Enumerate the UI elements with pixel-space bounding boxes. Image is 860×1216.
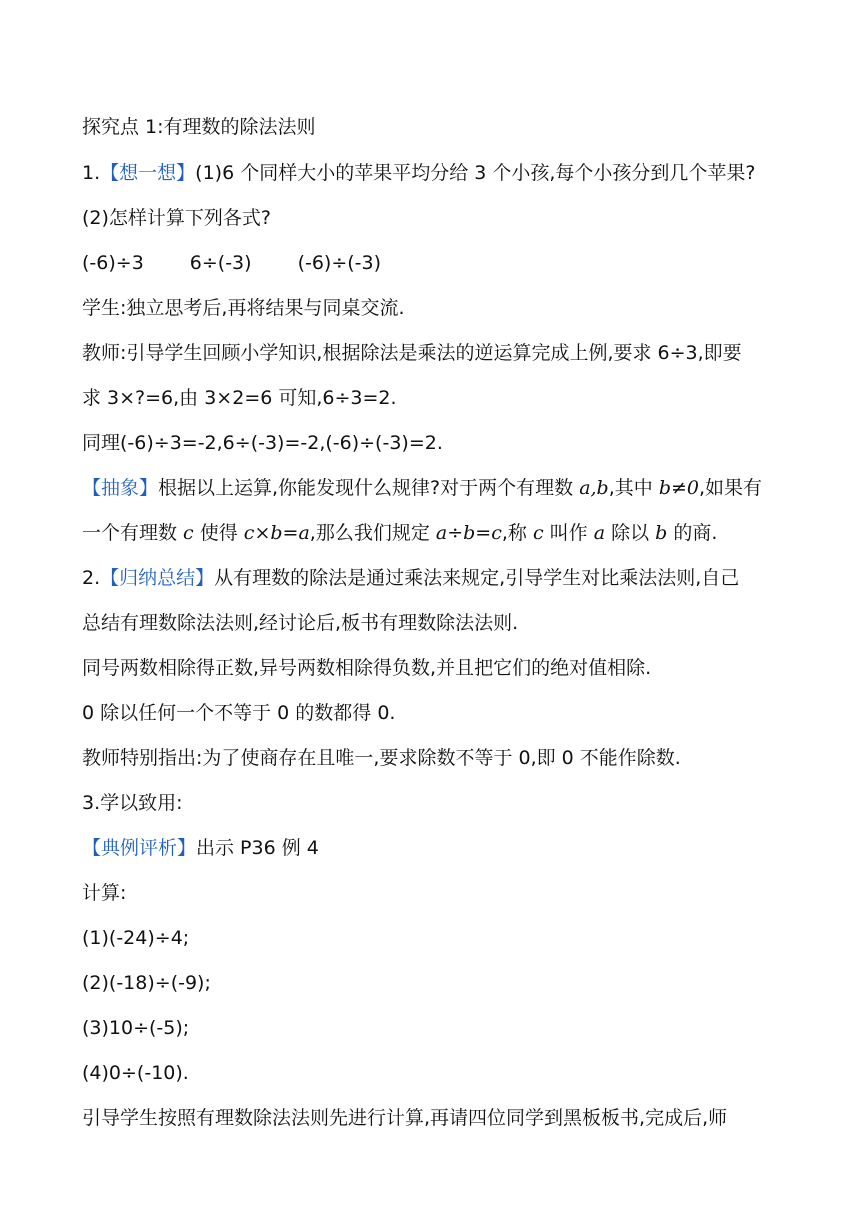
paragraph-think [82, 160, 756, 186]
summary-text: 从有理数的除法是通过乘法来规定,引导学生对比乘法法则,自己 [214, 567, 740, 589]
tag-example: 【典例评析】 [82, 837, 197, 859]
student-text: 学生:独立思考后,再将结果与同桌交流. [82, 297, 405, 319]
abstract-text: ,称 [501, 522, 533, 544]
abstract-text: 使得 [193, 522, 244, 544]
math-variable: a÷b=c [435, 522, 502, 544]
question-1: (1)6 个同样大小的苹果平均分给 3 个小孩,每个小孩分到几个苹果? [195, 162, 756, 184]
section-title: 探究点 1:有理数的除法法则 [82, 116, 316, 138]
abstract-line-1 [82, 475, 762, 501]
question-2: (2)怎样计算下列各式? [82, 207, 271, 229]
math-variable: a [593, 522, 606, 544]
tag-summary: 【归纳总结】 [100, 567, 215, 589]
guide-text: 引导学生按照有理数除法法则先进行计算,再请四位同学到黑板板书,完成后,师 [82, 1107, 728, 1129]
expression: (-6)÷(-3) [297, 252, 382, 274]
math-variable: c×b=a [243, 522, 310, 544]
teacher-text-line-2: 求 3×?=6,由 3×2=6 可知,6÷3=2. [82, 387, 397, 409]
paragraph-number: 2. [82, 567, 101, 589]
abstract-text: ,如果有 [698, 477, 763, 499]
tag-think: 【想一想】 [100, 162, 196, 184]
similar-results: 同理(-6)÷3=-2,6÷(-3)=-2,(-6)÷(-3)=2. [82, 432, 443, 454]
abstract-text: 的商. [667, 522, 718, 544]
abstract-text: 除以 [605, 522, 656, 544]
abstract-text: ,其中 [608, 477, 659, 499]
expression-row [82, 250, 381, 276]
abstract-line-2 [82, 520, 717, 546]
example-line [82, 835, 319, 861]
division-rule-3: 教师特别指出:为了使商存在且唯一,要求除数不等于 0,即 0 不能作除数. [82, 747, 681, 769]
math-variable: b [655, 522, 668, 544]
math-variable: b≠0 [658, 477, 699, 499]
math-variable: c [532, 522, 544, 544]
problem-item: (4)0÷(-10). [82, 1062, 189, 1084]
paragraph-summary-line-1 [82, 565, 739, 591]
expression: 6÷(-3) [189, 252, 252, 274]
example-text: 出示 P36 例 4 [196, 837, 319, 859]
paragraph-number: 1. [82, 162, 101, 184]
teacher-text-line-1: 教师:引导学生回顾小学知识,根据除法是乘法的逆运算完成上例,要求 6÷3,即要 [82, 342, 742, 364]
math-variable: c [183, 522, 194, 544]
abstract-text: ,那么我们规定 [309, 522, 436, 544]
division-rule-2: 0 除以任何一个不等于 0 的数都得 0. [82, 702, 396, 724]
tag-abstract: 【抽象】 [82, 477, 159, 499]
paragraph-apply: 3.学以致用: [82, 792, 183, 814]
expression: (-6)÷3 [82, 252, 144, 274]
math-variable: a,b [579, 477, 609, 499]
abstract-text: 一个有理数 [82, 522, 184, 544]
abstract-text: 根据以上运算,你能发现什么规律?对于两个有理数 [158, 477, 580, 499]
division-rule-1: 同号两数相除得正数,异号两数相除得负数,并且把它们的绝对值相除. [82, 657, 652, 679]
problem-item: (3)10÷(-5); [82, 1017, 190, 1039]
paragraph-summary-line-2: 总结有理数除法法则,经讨论后,板书有理数除法法则. [82, 612, 519, 634]
abstract-text: 叫作 [543, 522, 594, 544]
calc-label: 计算: [82, 882, 127, 904]
problem-item: (1)(-24)÷4; [82, 927, 190, 949]
problem-item: (2)(-18)÷(-9); [82, 972, 211, 994]
